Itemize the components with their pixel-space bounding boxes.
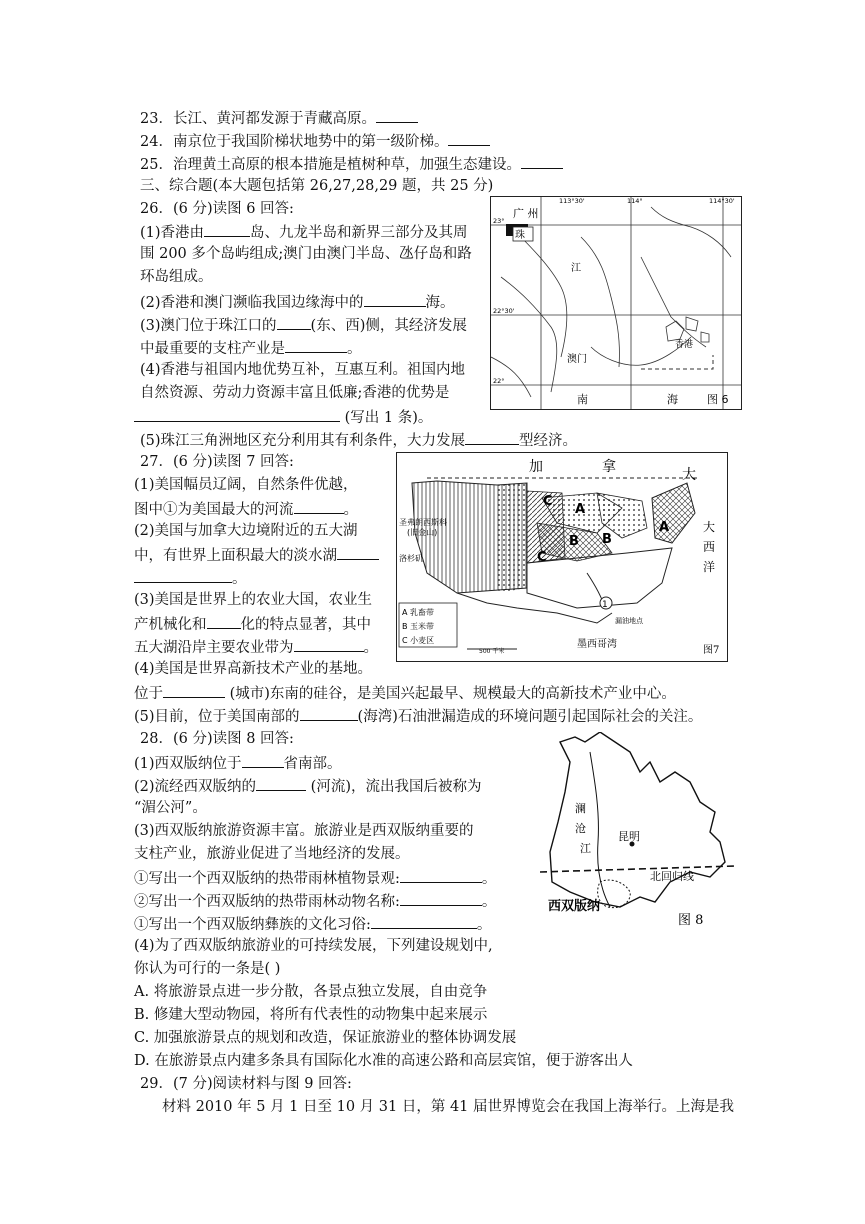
q27-part2-end: 。 [134,568,247,588]
svg-text:澜: 澜 [575,802,586,815]
q27-part1: (1)美国幅员辽阔，自然条件优越， [134,477,358,493]
svg-text:114°30': 114°30' [709,197,735,205]
fig7-sf-label: 圣弗朗西斯科 [399,518,447,527]
svg-text:江: 江 [580,842,591,855]
q28-part1: (1)西双版纳位于 省南部。 [134,753,342,773]
figure-7-usa-map [396,452,728,662]
q27-part3: (3)美国是世界上的农业大国，农业生 [134,592,373,608]
q29-material: 材料 2010 年 5 月 1 日至 10 月 31 日，第 41 届世界博览会在我国上海举行。上海是我 [162,1099,735,1115]
q26-heading: 26．(6 分)读图 6 回答: [140,201,294,217]
fig6-macau-label: 澳门 [567,354,587,365]
q26-part4: (4)香港与祖国内地优势互补，互惠互利。祖国内地 [140,362,466,378]
q28-sub1: ①写出一个西双版纳的热带雨林植物景观: 。 [134,868,496,888]
q28-part2-cont: “湄公河”。 [134,800,207,816]
q26-part1-end: 环岛组成。 [140,269,213,285]
svg-text:西: 西 [703,540,716,554]
fig6-zhu-label: 珠 [515,230,525,241]
svg-text:22°30': 22°30' [493,307,515,315]
svg-text:加: 加 [529,459,543,475]
q27-part3-end: 五大湖沿岸主要农业带为 。 [134,637,378,657]
q28-part3: (3)西双版纳旅游资源丰富。旅游业是西双版纳重要的 [134,823,474,839]
q28-option-d: D. 在旅游景点内建多条具有国际化水准的高速公路和高层宾馆，便于游客出人 [134,1053,633,1069]
question-23: 23．长江、黄河都发源于青藏高原。 [140,108,418,128]
q27-part2-cont: 中，有世界上面积最大的淡水湖 [134,545,379,565]
question-25: 25．治理黄土高原的根本措施是植树种草，加强生态建设。 [140,154,563,174]
q29-heading: 29．(7 分)阅读材料与图 9 回答: [140,1076,352,1092]
q27-heading: 27．(6 分)读图 7 回答: [140,454,294,470]
svg-text:南: 南 [577,393,588,406]
svg-text:漏油地点: 漏油地点 [615,617,643,625]
svg-text:A: A [659,520,670,535]
section-heading: 三、综合题(本大题包括第 26,27,28,29 题，共 25 分) [140,178,494,194]
svg-text:大: 大 [682,467,696,483]
q26-part4-end: (写出 1 条)。 [134,407,432,427]
q26-part3-cont: 中最重要的支柱产业是 。 [140,338,362,358]
q27-part4-cont: 位于 (城市)东南的硅谷，是美国兴起最早、规模最大的高新技术产业中心。 [134,683,676,703]
q26-part3: (3)澳门位于珠江口的 (东、西)侧，其经济发展 [140,315,467,335]
svg-text:A 乳畜带: A 乳畜带 [402,608,435,617]
q28-option-c: C. 加强旅游景点的规划和改造，保证旅游业的整体协调发展 [134,1030,517,1046]
svg-text:B: B [569,534,579,549]
fig7-la-label: 洛杉矶 [399,554,423,563]
fig7-gulf-label: 墨西哥湾 [577,639,617,650]
fig6-hongkong-label: 香港 [675,340,694,350]
svg-text:C 小麦区: C 小麦区 [402,636,435,645]
svg-text:海: 海 [667,393,678,406]
fig6-guangzhou-label: 广 州 [513,207,539,220]
svg-text:大: 大 [703,520,716,534]
svg-text:114°: 114° [627,197,643,205]
q28-sub3: ①写出一个西双版纳彝族的文化习俗: 。 [134,914,491,934]
svg-text:1: 1 [602,600,608,610]
svg-text:B: B [602,532,612,547]
svg-text:沧: 沧 [575,822,586,835]
svg-text:113°30': 113°30' [559,197,585,205]
q28-part4: (4)为了西双版纳旅游业的可持续发展，下列建设规划中, [134,938,493,954]
q28-option-a: A. 将旅游景点进一步分散，各景点独立发展，自由竞争 [134,984,488,1000]
q26-part4-cont: 自然资源、劳动力资源丰富且低廉;香港的优势是 [140,385,450,401]
q28-option-b: B. 修建大型动物园，将所有代表性的动物集中起来展示 [134,1007,488,1023]
q27-part3-cont: 产机械化和 化的特点显著，其中 [134,614,371,634]
svg-text:500 千米: 500 千米 [479,648,505,655]
fig6-caption: 图 6 [707,393,729,406]
fig7-caption: 图7 [703,645,720,656]
q26-part2: (2)香港和澳门濒临我国边缘海中的 海。 [140,292,455,312]
fig6-jiang-label: 江 [571,263,581,274]
svg-text:(旧金山): (旧金山) [407,528,438,537]
figure-8-yunnan-map [540,732,735,932]
svg-text:23°: 23° [493,217,505,225]
question-24: 24．南京位于我国阶梯状地势中的第一级阶梯。 [140,131,490,151]
svg-text:B 玉米带: B 玉米带 [402,622,435,631]
q27-part2: (2)美国与加拿大边境附近的五大湖 [134,523,358,539]
svg-text:洋: 洋 [703,560,716,574]
svg-text:22°: 22° [493,377,505,385]
q28-heading: 28．(6 分)读图 8 回答: [140,731,294,747]
figure-6-pearl-river-map [490,196,742,410]
svg-text:C: C [537,550,547,565]
q26-part5: (5)珠江三角洲地区充分利用其有利条件，大力发展 型经济。 [140,430,577,450]
q27-part1-cont: 图中①为美国最大的河流 。 [134,499,358,519]
q28-part2: (2)流经西双版纳的 (河流)，流出我国后被称为 [134,776,481,796]
fig8-tropic-label: 北回归线 [650,870,694,883]
fig8-kunming-label: 昆明 [618,830,640,843]
svg-text:拿: 拿 [602,459,616,475]
q28-sub2: ②写出一个西双版纳的热带雨林动物名称: 。 [134,891,496,911]
fig8-xsbn-label: 西双版纳 [548,899,601,914]
q28-part4-cont: 你认为可行的一条是( ) [134,961,281,977]
svg-text:A: A [575,502,586,517]
svg-text:C: C [543,494,553,509]
q27-part4: (4)美国是世界高新技术产业的基地。 [134,661,373,677]
q27-part5: (5)目前，位于美国南部的 (海湾)石油泄漏造成的环境问题引起国际社会的关注。 [134,706,702,726]
fig8-caption: 图 8 [678,913,704,928]
q26-part1-cont: 围 200 多个岛屿组成;澳门由澳门半岛、氹仔岛和路 [140,246,472,262]
q26-part1: (1)香港由 岛、九龙半岛和新界三部分及其周 [140,222,468,242]
q28-part3-cont: 支柱产业，旅游业促进了当地经济的发展。 [134,846,410,862]
